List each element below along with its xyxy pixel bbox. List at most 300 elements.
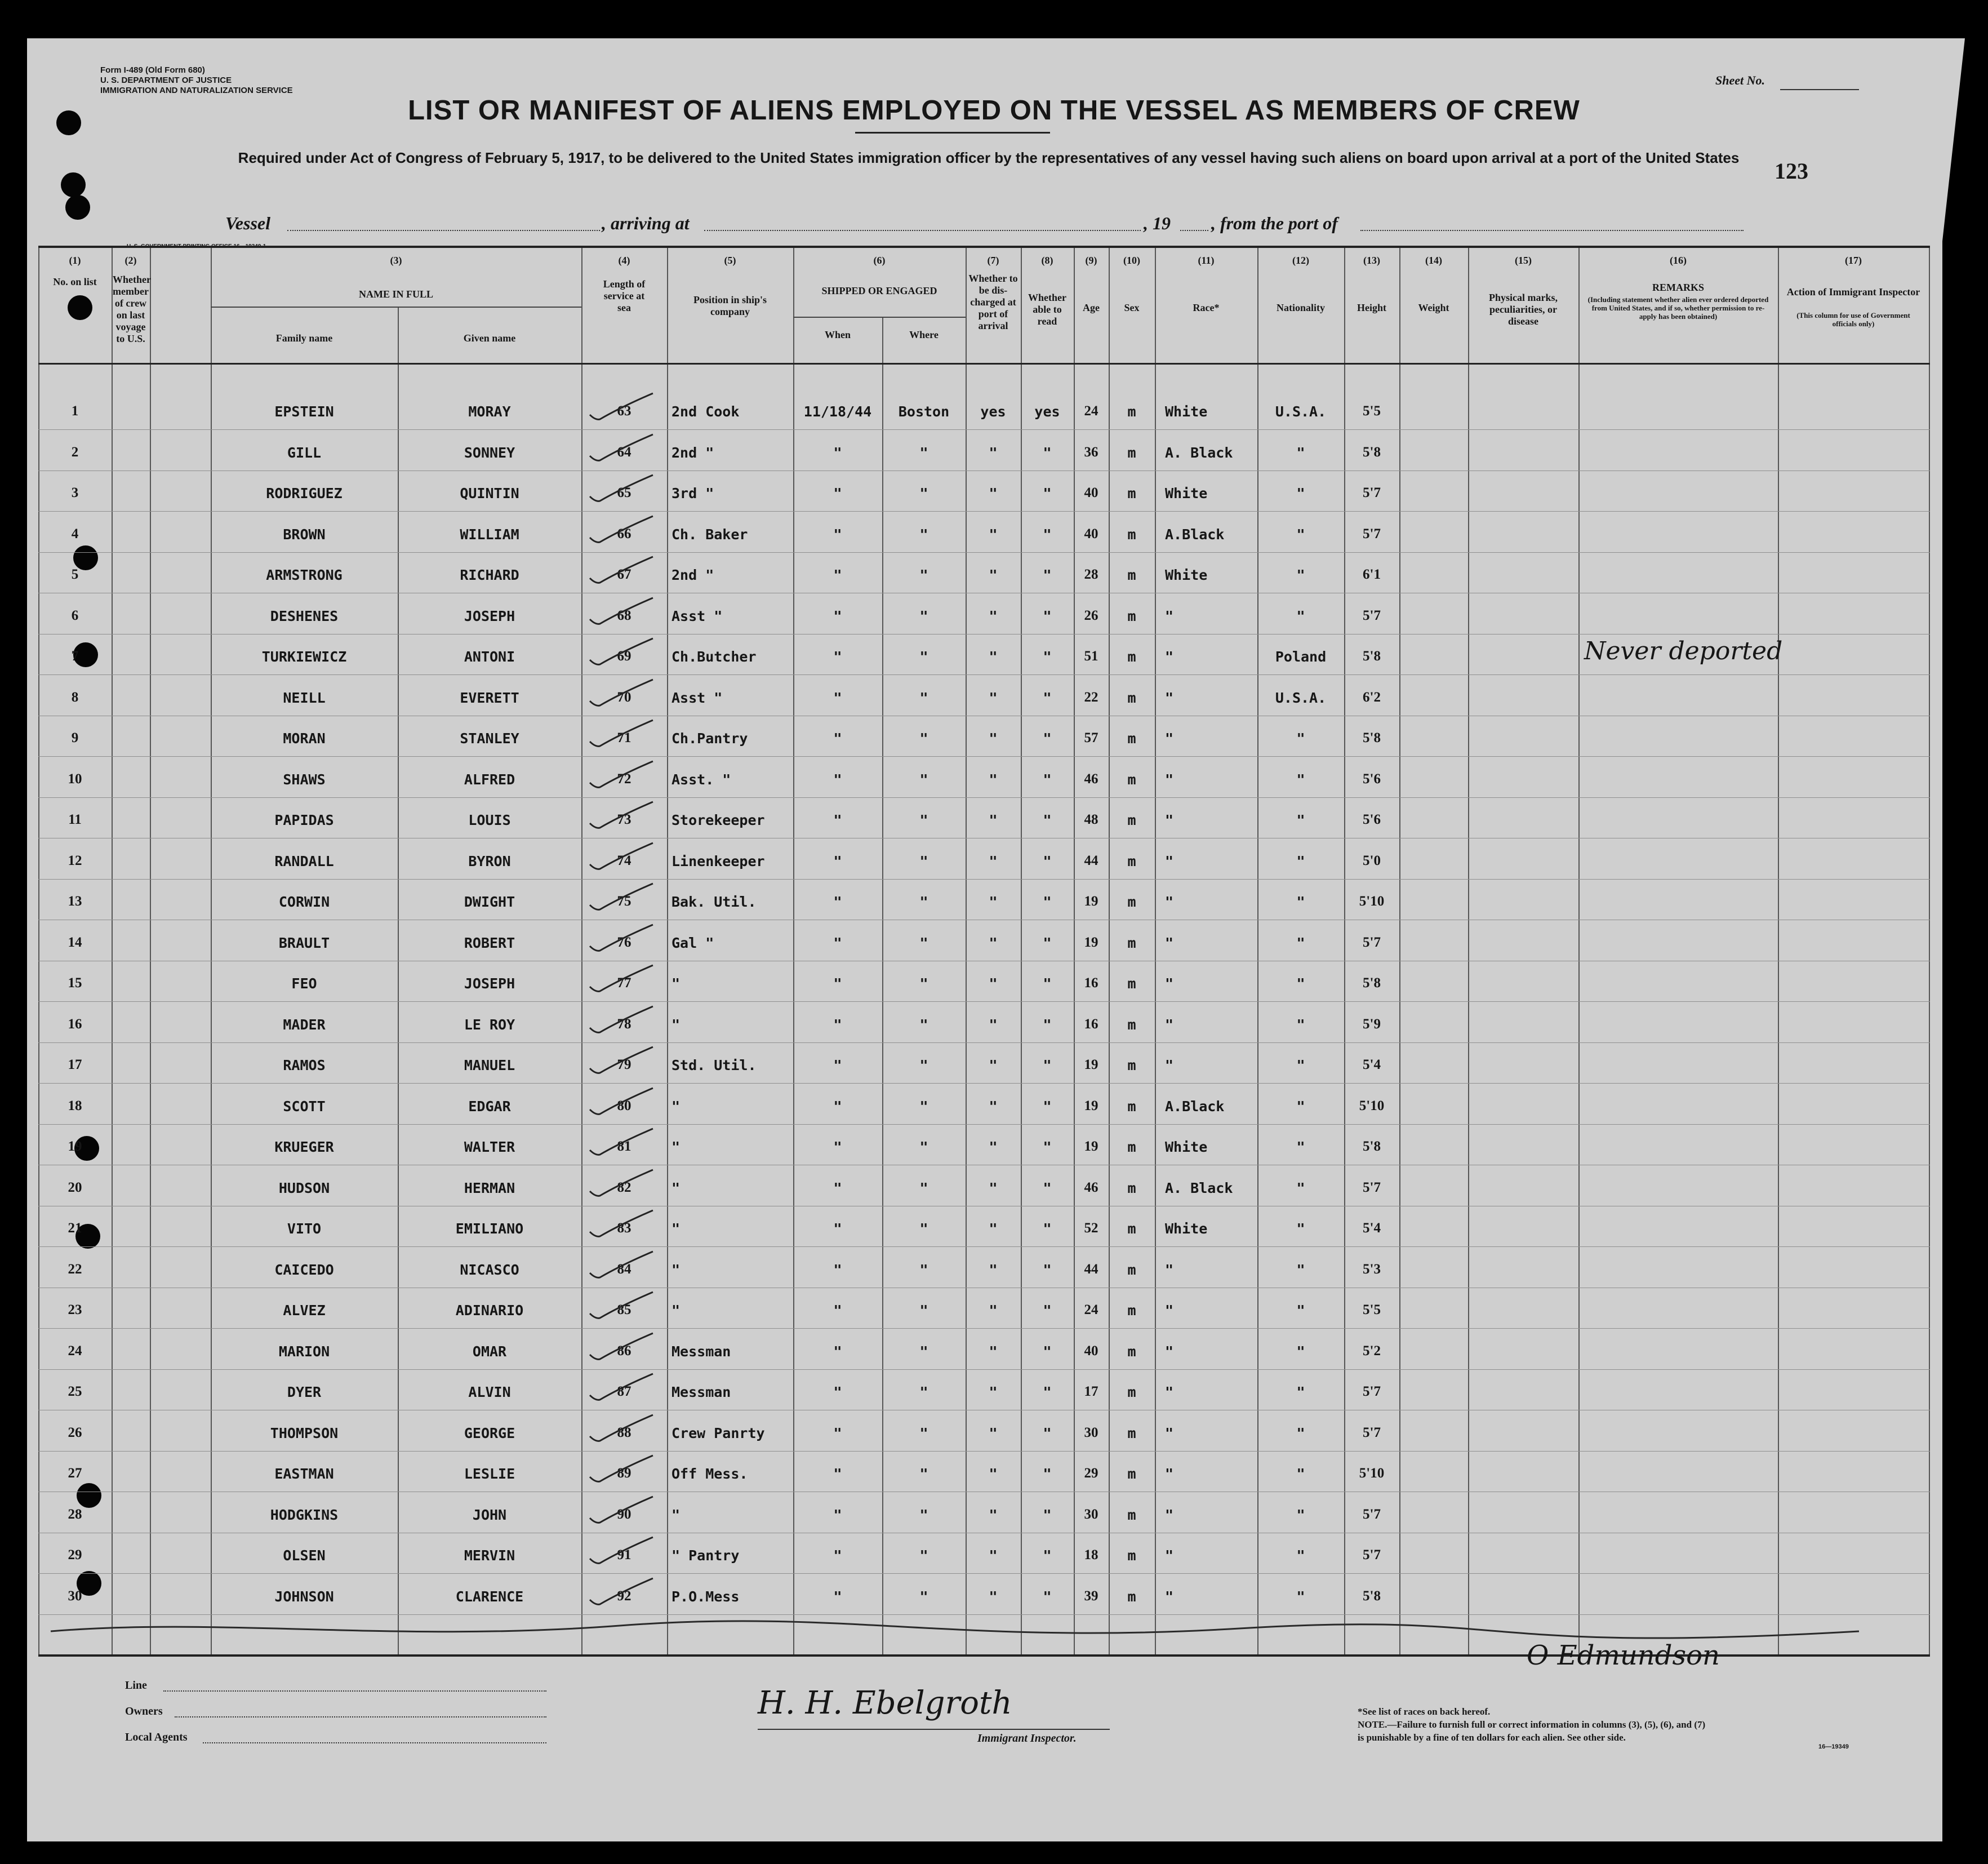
cell-given: QUINTIN xyxy=(460,485,519,501)
torn-corner xyxy=(1942,38,1965,241)
cell-race: " xyxy=(1165,730,1174,747)
cell-service: 77 xyxy=(617,975,631,991)
cell-nationality: " xyxy=(1296,894,1305,910)
cell-no: 30 xyxy=(68,1588,82,1604)
cell-where: " xyxy=(919,975,928,992)
sheet-number-label: Sheet No. xyxy=(1715,73,1765,87)
cell-read: " xyxy=(1043,1098,1052,1115)
cell-when: " xyxy=(833,1302,842,1319)
cell-height: 5'4 xyxy=(1363,1057,1381,1072)
form-identification: Form I-489 (Old Form 680) U. S. DEPARTMENT OF JUSTICE IMMIGRATION AND NATURALIZATION SERVICE xyxy=(100,65,293,95)
remarks-never-deported: Never deported xyxy=(1584,637,1783,665)
cell-read: " xyxy=(1043,934,1052,951)
cell-position: 2nd " xyxy=(671,444,714,461)
cell-read: " xyxy=(1043,1343,1052,1360)
cell-read: " xyxy=(1043,730,1052,747)
cell-discharged: " xyxy=(989,1302,998,1319)
cell-sex: m xyxy=(1127,975,1136,992)
cell-no: 11 xyxy=(68,812,82,827)
cell-where: " xyxy=(919,526,928,543)
cell-race: " xyxy=(1165,649,1174,665)
cell-sex: m xyxy=(1127,934,1136,951)
inspector-signature: H. H. Ebelgroth xyxy=(758,1685,1012,1721)
cell-where: " xyxy=(919,1384,928,1400)
cell-no: 21 xyxy=(68,1221,82,1236)
cell-no: 7 xyxy=(71,649,79,664)
cell-sex: m xyxy=(1127,444,1136,461)
cell-discharged: " xyxy=(989,689,998,706)
cell-height: 5'3 xyxy=(1363,1261,1381,1277)
cell-race: " xyxy=(1165,1261,1174,1278)
cell-family: ALVEZ xyxy=(283,1302,326,1319)
cell-when: " xyxy=(833,444,842,461)
cell-service: 87 xyxy=(617,1384,631,1399)
cell-no: 28 xyxy=(68,1506,82,1522)
cell-discharged: " xyxy=(989,1588,998,1605)
owners-label: Owners xyxy=(125,1705,163,1717)
cell-where: " xyxy=(919,485,928,501)
service-checkmark xyxy=(588,922,655,956)
cell-family: NEILL xyxy=(283,689,326,706)
cell-age: 19 xyxy=(1084,1139,1098,1154)
cell-when: " xyxy=(833,894,842,910)
cell-position: 2nd " xyxy=(671,567,714,583)
col-num-16: (16) xyxy=(1670,255,1687,266)
cell-given: WILLIAM xyxy=(460,526,519,543)
cell-height: 5'7 xyxy=(1363,1506,1381,1522)
cell-height: 5'8 xyxy=(1363,975,1381,991)
cell-sex: m xyxy=(1127,649,1136,665)
cell-height: 5'7 xyxy=(1363,1424,1381,1440)
cell-discharged: " xyxy=(989,771,998,788)
cell-nationality: " xyxy=(1296,1302,1305,1319)
cell-race: " xyxy=(1165,975,1174,992)
cell-height: 5'7 xyxy=(1363,1547,1381,1563)
cell-given: EDGAR xyxy=(468,1098,511,1115)
inspector-signature-line xyxy=(758,1729,1110,1730)
cell-position: " xyxy=(671,1139,681,1155)
cell-when: " xyxy=(833,771,842,788)
cell-discharged: " xyxy=(989,1057,998,1073)
cell-family: ARMSTRONG xyxy=(266,567,343,583)
cell-read: " xyxy=(1043,689,1052,706)
cell-service: 67 xyxy=(617,567,631,582)
cell-height: 5'7 xyxy=(1363,934,1381,950)
cell-height: 5'6 xyxy=(1363,812,1381,827)
header-weight: Weight xyxy=(1418,302,1449,313)
cell-position: Off Mess. xyxy=(671,1466,748,1482)
cell-when: " xyxy=(833,1179,842,1196)
cell-no: 14 xyxy=(68,934,82,950)
cell-sex: m xyxy=(1127,1588,1136,1605)
cell-read: " xyxy=(1043,1016,1052,1033)
cell-age: 19 xyxy=(1084,894,1098,909)
cell-where: " xyxy=(919,567,928,583)
cell-read: " xyxy=(1043,1139,1052,1155)
cell-race: A. Black xyxy=(1165,444,1233,461)
cell-no: 24 xyxy=(68,1343,82,1359)
service-checkmark xyxy=(588,1168,655,1201)
cell-age: 51 xyxy=(1084,649,1098,664)
cell-service: 90 xyxy=(617,1506,631,1522)
cell-no: 18 xyxy=(68,1098,82,1113)
cell-age: 39 xyxy=(1084,1588,1098,1604)
cell-position: " xyxy=(671,1179,681,1196)
service-checkmark xyxy=(588,800,655,833)
service-checkmark xyxy=(588,1331,655,1365)
cell-age: 17 xyxy=(1084,1384,1098,1399)
vessel-field xyxy=(287,230,600,231)
service-checkmark xyxy=(588,1208,655,1242)
cell-service: 81 xyxy=(617,1139,631,1154)
cell-nationality: " xyxy=(1296,1016,1305,1033)
cell-where: " xyxy=(919,1547,928,1564)
cell-given: ALVIN xyxy=(468,1384,511,1400)
year-label: , 19 xyxy=(1144,213,1171,233)
cell-service: 85 xyxy=(617,1302,631,1317)
header-able-to-read: Whether able to read xyxy=(1028,292,1066,327)
cell-age: 44 xyxy=(1084,1261,1098,1277)
cell-given: JOHN xyxy=(472,1506,507,1523)
cell-given: ROBERT xyxy=(464,934,515,951)
cell-height: 5'5 xyxy=(1363,403,1381,419)
cell-nationality: U.S.A. xyxy=(1275,403,1327,420)
col-num-4: (4) xyxy=(618,255,630,266)
service-checkmark xyxy=(588,677,655,711)
cell-when: " xyxy=(833,1016,842,1033)
cell-nationality: " xyxy=(1296,444,1305,461)
cell-no: 8 xyxy=(71,689,79,705)
document-title: LIST OR MANIFEST OF ALIENS EMPLOYED ON THE VESSEL AS MEMBERS OF CREW xyxy=(408,95,1580,126)
cell-height: 5'8 xyxy=(1363,444,1381,460)
service-checkmark xyxy=(588,1290,655,1324)
cell-discharged: " xyxy=(989,894,998,910)
cell-service: 75 xyxy=(617,894,631,909)
cell-read: " xyxy=(1043,649,1052,665)
cell-read: " xyxy=(1043,485,1052,501)
service-checkmark xyxy=(588,391,655,425)
cell-family: CORWIN xyxy=(278,894,330,910)
cell-when: " xyxy=(833,1547,842,1564)
cell-age: 46 xyxy=(1084,1179,1098,1195)
service-checkmark xyxy=(588,596,655,629)
cell-sex: m xyxy=(1127,567,1136,583)
cell-service: 86 xyxy=(617,1343,631,1359)
cell-position: Storekeeper xyxy=(671,812,765,828)
cell-given: GEORGE xyxy=(464,1424,515,1441)
cell-service: 72 xyxy=(617,771,631,787)
arriving-field xyxy=(704,230,1141,231)
cell-sex: m xyxy=(1127,1221,1136,1237)
cell-race: " xyxy=(1165,853,1174,869)
cell-position: " xyxy=(671,1261,681,1278)
col-num-6: (6) xyxy=(873,255,886,266)
cell-where: " xyxy=(919,607,928,624)
cell-nationality: " xyxy=(1296,526,1305,543)
cell-given: BYRON xyxy=(468,853,511,869)
cell-position: Ch.Butcher xyxy=(671,649,757,665)
cell-given: SONNEY xyxy=(464,444,515,461)
cell-sex: m xyxy=(1127,1179,1136,1196)
cell-family: GILL xyxy=(287,444,322,461)
service-checkmark xyxy=(588,1249,655,1283)
cell-no: 29 xyxy=(68,1547,82,1563)
form-code: 16—19349 xyxy=(1818,1743,1849,1750)
service-checkmark xyxy=(588,1045,655,1079)
col-num-12: (12) xyxy=(1292,255,1309,266)
cell-race: " xyxy=(1165,812,1174,828)
cell-family: OLSEN xyxy=(283,1547,326,1564)
header-family-name: Family name xyxy=(275,332,333,344)
cell-when: " xyxy=(833,607,842,624)
cell-race: " xyxy=(1165,1466,1174,1482)
cell-nationality: " xyxy=(1296,1424,1305,1441)
cell-age: 44 xyxy=(1084,853,1098,868)
cell-where: " xyxy=(919,812,928,828)
cell-race: " xyxy=(1165,1016,1174,1033)
cell-nationality: Poland xyxy=(1275,649,1327,665)
cell-discharged: " xyxy=(989,1179,998,1196)
cell-service: 76 xyxy=(617,934,631,950)
cell-position: 2nd Cook xyxy=(671,403,740,420)
second-signature: O Edmundson xyxy=(1527,1640,1720,1671)
cell-age: 46 xyxy=(1084,771,1098,787)
cell-race: " xyxy=(1165,1424,1174,1441)
cell-service: 74 xyxy=(617,853,631,868)
header-when: When xyxy=(824,329,851,340)
cell-read: " xyxy=(1043,812,1052,828)
cell-service: 64 xyxy=(617,444,631,460)
cell-where: " xyxy=(919,730,928,747)
cell-read: " xyxy=(1043,1466,1052,1482)
service-checkmark xyxy=(588,963,655,997)
cell-nationality: " xyxy=(1296,1221,1305,1237)
cell-family: EPSTEIN xyxy=(274,403,334,420)
cell-where: " xyxy=(919,1221,928,1237)
cell-no: 25 xyxy=(68,1384,82,1399)
cell-sex: m xyxy=(1127,1547,1136,1564)
cell-age: 40 xyxy=(1084,485,1098,500)
vessel-label: Vessel xyxy=(225,213,270,233)
from-port-field xyxy=(1360,230,1744,231)
cell-height: 5'4 xyxy=(1363,1221,1381,1236)
col-num-13: (13) xyxy=(1363,255,1380,266)
header-nationality: Nationality xyxy=(1276,302,1325,313)
cell-nationality: " xyxy=(1296,1506,1305,1523)
cell-when: " xyxy=(833,1384,842,1400)
cell-read: " xyxy=(1043,607,1052,624)
cell-when: " xyxy=(833,1343,842,1360)
cell-position: " Pantry xyxy=(671,1547,740,1564)
cell-where: " xyxy=(919,1098,928,1115)
cell-discharged: " xyxy=(989,1506,998,1523)
cell-sex: m xyxy=(1127,403,1136,420)
cell-sex: m xyxy=(1127,1384,1136,1400)
cell-discharged: " xyxy=(989,1384,998,1400)
col-num-17: (17) xyxy=(1845,255,1862,266)
cell-race: A.Black xyxy=(1165,526,1225,543)
cell-race: " xyxy=(1165,607,1174,624)
cell-given: LOUIS xyxy=(468,812,511,828)
cell-height: 5'7 xyxy=(1363,526,1381,542)
header-where: Where xyxy=(909,329,939,340)
cell-discharged: " xyxy=(989,1098,998,1115)
cell-nationality: " xyxy=(1296,812,1305,828)
header-race: Race* xyxy=(1193,302,1220,313)
service-checkmark xyxy=(588,1086,655,1120)
cell-read: " xyxy=(1043,1179,1052,1196)
cell-discharged: " xyxy=(989,1547,998,1564)
cell-position: " xyxy=(671,1506,681,1523)
col-num-5: (5) xyxy=(724,255,736,266)
cell-position: Messman xyxy=(671,1384,731,1400)
service-checkmark xyxy=(588,841,655,875)
cell-race: " xyxy=(1165,689,1174,706)
cell-nationality: " xyxy=(1296,1261,1305,1278)
cell-where: " xyxy=(919,1466,928,1482)
cell-given: EMILIANO xyxy=(455,1221,524,1237)
service-checkmark xyxy=(588,1494,655,1528)
cell-when: " xyxy=(833,485,842,501)
cell-race: " xyxy=(1165,1343,1174,1360)
cell-position: Ch.Pantry xyxy=(671,730,748,747)
line-label: Line xyxy=(125,1679,147,1692)
cell-service: 63 xyxy=(617,403,631,419)
cell-race: White xyxy=(1165,567,1208,583)
service-checkmark xyxy=(588,1576,655,1610)
cell-age: 40 xyxy=(1084,1343,1098,1359)
cell-read: " xyxy=(1043,1261,1052,1278)
cell-family: SHAWS xyxy=(283,771,326,788)
cell-service: 82 xyxy=(617,1179,631,1195)
cell-when: " xyxy=(833,1221,842,1237)
cell-height: 5'10 xyxy=(1359,1098,1385,1113)
cell-family: SCOTT xyxy=(283,1098,326,1115)
cell-family: FEO xyxy=(291,975,317,992)
cell-service: 70 xyxy=(617,689,631,705)
cell-nationality: " xyxy=(1296,1179,1305,1196)
service-checkmark xyxy=(588,1126,655,1160)
cell-where: " xyxy=(919,1424,928,1441)
cell-given: ALFRED xyxy=(464,771,515,788)
cell-where: " xyxy=(919,1302,928,1319)
header-action: Action of Immigrant Inspector xyxy=(1786,286,1920,298)
cell-race: " xyxy=(1165,1588,1174,1605)
cell-where: " xyxy=(919,1343,928,1360)
col-num-2: (2) xyxy=(124,255,137,266)
cell-service: 83 xyxy=(617,1221,631,1236)
cell-service: 71 xyxy=(617,730,631,745)
cell-discharged: " xyxy=(989,1261,998,1278)
cell-position: P.O.Mess xyxy=(671,1588,740,1605)
cell-no: 6 xyxy=(71,607,79,623)
cell-discharged: " xyxy=(989,975,998,992)
cell-when: " xyxy=(833,975,842,992)
header-whether-member: Whether member of crew on last voyage to U.S. xyxy=(113,274,151,344)
cell-position: Asst " xyxy=(671,607,723,624)
cell-age: 22 xyxy=(1084,689,1098,705)
cell-nationality: " xyxy=(1296,1139,1305,1155)
cell-position: 3rd " xyxy=(671,485,714,501)
footnotes: *See list of races on back hereof. NOTE.—Failure to furnish full or correct information in columns (3), (5), (6), and (7) is punishable by a fine of ten dollars for each alien. See other side. xyxy=(1358,1706,1706,1743)
printing-office-line: U. S. GOVERNMENT PRINTING OFFICE 16—19349-1 xyxy=(127,243,266,250)
cell-discharged: " xyxy=(989,444,998,461)
cell-where: " xyxy=(919,1506,928,1523)
cell-race: White xyxy=(1165,485,1208,501)
cell-where: " xyxy=(919,934,928,951)
cell-given: WALTER xyxy=(464,1139,515,1155)
cell-given: LESLIE xyxy=(464,1466,515,1482)
cell-service: 84 xyxy=(617,1261,631,1277)
cell-age: 29 xyxy=(1084,1466,1098,1481)
cell-no: 9 xyxy=(71,730,79,745)
cell-sex: m xyxy=(1127,1261,1136,1278)
cell-age: 57 xyxy=(1084,730,1098,745)
cell-age: 19 xyxy=(1084,1057,1098,1072)
cell-position: Asst. " xyxy=(671,771,731,788)
cell-given: MORAY xyxy=(468,403,511,420)
cell-when: " xyxy=(833,1098,842,1115)
cell-discharged: " xyxy=(989,1016,998,1033)
sheet-number-field xyxy=(1780,89,1859,90)
cell-sex: m xyxy=(1127,1098,1136,1115)
cell-discharged: yes xyxy=(980,403,1006,420)
cell-family: RAMOS xyxy=(283,1057,326,1073)
cell-read: " xyxy=(1043,1547,1052,1564)
cell-read: yes xyxy=(1034,403,1060,420)
cell-read: " xyxy=(1043,1424,1052,1441)
cell-family: THOMPSON xyxy=(270,1424,339,1441)
cell-given: CLARENCE xyxy=(455,1588,524,1605)
cell-race: White xyxy=(1165,1221,1208,1237)
cell-when: " xyxy=(833,934,842,951)
cell-service: 73 xyxy=(617,812,631,827)
cell-nationality: " xyxy=(1296,607,1305,624)
cell-position: " xyxy=(671,975,681,992)
col-num-8: (8) xyxy=(1041,255,1053,266)
cell-no: 2 xyxy=(71,444,79,460)
local-agents-label: Local Agents xyxy=(125,1731,188,1743)
header-no-on-list: No. on list xyxy=(53,276,97,287)
cell-nationality: " xyxy=(1296,730,1305,747)
cell-discharged: " xyxy=(989,485,998,501)
cell-nationality: " xyxy=(1296,567,1305,583)
cell-no: 23 xyxy=(68,1302,82,1317)
cell-discharged: " xyxy=(989,607,998,624)
cell-family: BRAULT xyxy=(278,934,330,951)
cell-nationality: " xyxy=(1296,1384,1305,1400)
cell-when: 11/18/44 xyxy=(803,403,872,420)
cell-when: " xyxy=(833,1424,842,1441)
cell-read: " xyxy=(1043,567,1052,583)
cell-when: " xyxy=(833,853,842,869)
cell-age: 19 xyxy=(1084,934,1098,950)
header-remarks-note: (Including statement whether alien ever ordered deported from United States, and if so, whether permission to re-apply has been obtained) xyxy=(1587,295,1769,321)
cell-sex: m xyxy=(1127,526,1136,543)
cell-family: RANDALL xyxy=(274,853,334,869)
cell-nationality: " xyxy=(1296,1057,1305,1073)
cell-height: 5'5 xyxy=(1363,1302,1381,1317)
header-discharged: Whether to be dis-charged at port of arrival xyxy=(968,273,1018,331)
service-checkmark xyxy=(588,1453,655,1487)
cell-given: LE ROY xyxy=(464,1016,515,1033)
cell-where: " xyxy=(919,853,928,869)
cell-given: HERMAN xyxy=(464,1179,515,1196)
cell-family: HUDSON xyxy=(278,1179,330,1196)
cell-height: 5'7 xyxy=(1363,1179,1381,1195)
cell-read: " xyxy=(1043,771,1052,788)
cell-position: " xyxy=(671,1016,681,1033)
